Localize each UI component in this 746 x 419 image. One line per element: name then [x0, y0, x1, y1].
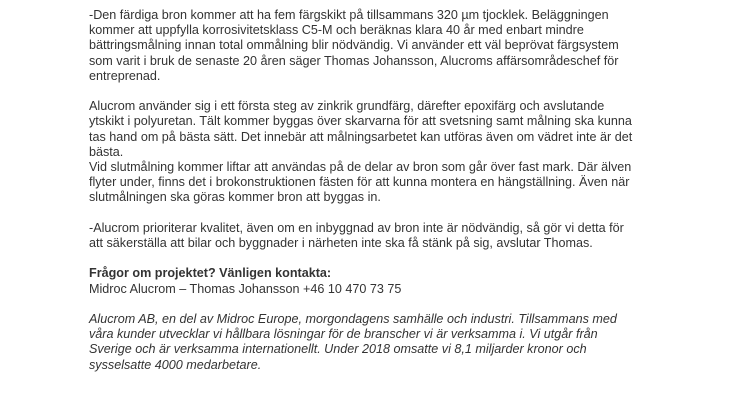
paragraph-quality-quote: -Alucrom prioriterar kvalitet, även om en inbyggnad av bron inte är nödvändig, så gör vi detta för att säkerställa att bilar och byggnader i närheten inte ska få stänk på sig, avslutar Thomas. — [89, 220, 624, 251]
paragraph-paint-system: Alucrom använder sig i ett första steg av zinkrik grundfärg, därefter epoxifärg och avslutande ytskikt i polyuretan. Tält kommer byggas över skarvarna för att svetsning samt målning ska kunna tas hand om på bästa sätt. Det innebär att målningsarbetet kan utföras även om vädret inte är det bästa. — [89, 99, 633, 159]
paragraph-spacer — [89, 297, 709, 312]
paragraph-spacer — [89, 84, 709, 99]
paragraph-spacer — [89, 251, 709, 266]
paragraph-final-painting: Vid slutmålning kommer liftar att användas på de delar av bron som går över fast mark. Där älven flyter under, finns det i brokonstruktionen fästen för att kunna montera en hängställning. Även när slutmålningen ska göras kommer bron att byggas in. — [89, 160, 632, 205]
contact-line: Midroc Alucrom – Thomas Johansson +46 10 470 73 75 — [89, 281, 402, 296]
document-body — [89, 8, 709, 373]
company-boilerplate: Alucrom AB, en del av Midroc Europe, morgondagens samhälle och industri. Tillsammans med våra kunder utvecklar vi hållbara lösningar för de branscher vi är verksamma i. Vi utgår från Sverige och är verksamma internationellt. Under 2018 omsatte vi 8,1 miljarder kronor och sysselsatte 4000 medarbetare. — [89, 312, 617, 372]
paragraph-spacer — [89, 206, 709, 221]
contact-heading: Frågor om projektet? Vänligen kontakta: — [89, 266, 332, 281]
paragraph-coating-layers: -Den färdiga bron kommer att ha fem färgskikt på tillsammans 320 µm tjocklek. Beläggningen kommer att uppfylla korrosivitetsklass C5-M och beräknas klara 40 år med enbart mindre bättringsmålning innan total ommålning blir nödvändig. Vi använder ett väl beprövat färgsystem som varit i bruk de senaste 20 åren säger Thomas Johansson, Alucroms affärsområdeschef för entreprenad. — [89, 8, 619, 83]
